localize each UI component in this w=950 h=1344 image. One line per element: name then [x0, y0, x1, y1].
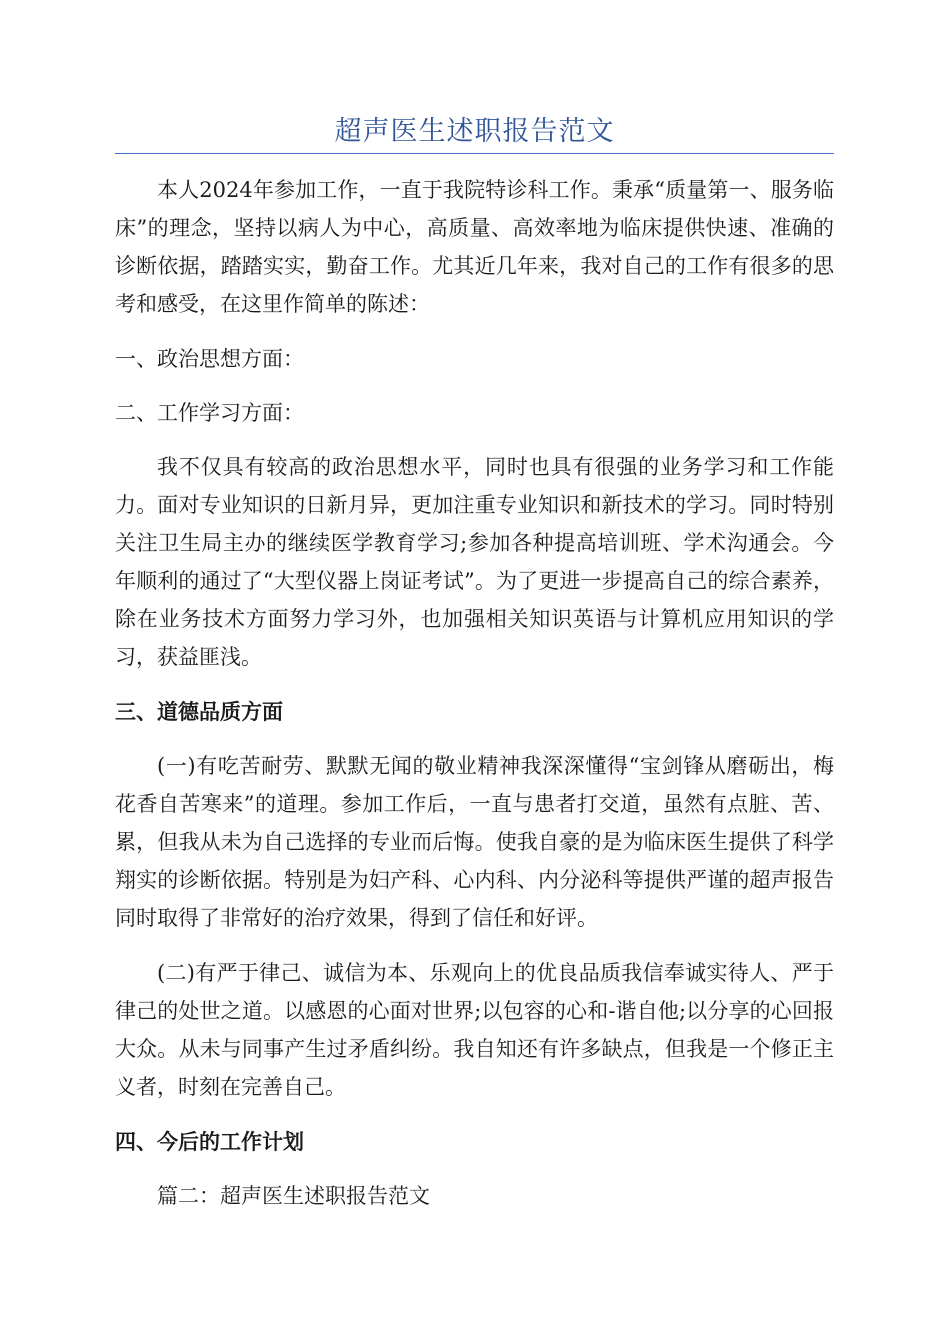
section-heading-moral: 三、道德品质方面	[115, 699, 283, 724]
section-heading-study: 二、工作学习方面：	[115, 401, 304, 425]
paragraph-study: 我不仅具有较高的政治思想水平，同时也具有很强的业务学习和工作能力。面对专业知识的日新月异，更加注重专业知识和新技术的学习。同时特别关注卫生局主办的继续医学教育学习;参加各种提高培训班、学术沟通会。今年顺利的通过了“大型仪器上岗证考试”。为了更进一步提高自己的综合素养，除在业务技术方面努力学习外，也加强相关知识英语与计算机应用知识的学习，获益匪浅。	[115, 455, 834, 669]
section-heading-plan: 四、今后的工作计划	[115, 1129, 304, 1154]
document-body	[115, 171, 834, 1215]
title-underline	[115, 153, 834, 154]
paragraph-moral-2: (二)有严于律己、诚信为本、乐观向上的优良品质我信奉诚实待人、严于律己的处世之道。以感恩的心面对世界;以包容的心和-谐自他;以分享的心回报大众。从未与同事产生过矛盾纠纷。我自知还有许多缺点，但我是一个修正主义者，时刻在完善自己。	[115, 961, 834, 1099]
next-article-title: 篇二：超声医生述职报告范文	[157, 1184, 430, 1208]
paragraph-intro: 本人2024年参加工作，一直于我院特诊科工作。秉承“质量第一、服务临床”的理念，坚持以病人为中心，高质量、高效率地为临床提供快速、准确的诊断依据，踏踏实实，勤奋工作。尤其近几年来，我对自己的工作有很多的思考和感受，在这里作简单的陈述：	[115, 178, 834, 316]
paragraph-moral-1: (一)有吃苦耐劳、默默无闻的敬业精神我深深懂得“宝剑锋从磨砺出，梅花香自苦寒来”的道理。参加工作后，一直与患者打交道，虽然有点脏、苦、累，但我从未为自己选择的专业而后悔。使我自豪的是为临床医生提供了科学翔实的诊断依据。特别是为妇产科、心内科、内分泌科等提供严谨的超声报告同时取得了非常好的治疗效果，得到了信任和好评。	[115, 754, 834, 930]
document-title: 超声医生述职报告范文	[334, 116, 615, 147]
section-heading-politics: 一、政治思想方面：	[115, 347, 304, 371]
